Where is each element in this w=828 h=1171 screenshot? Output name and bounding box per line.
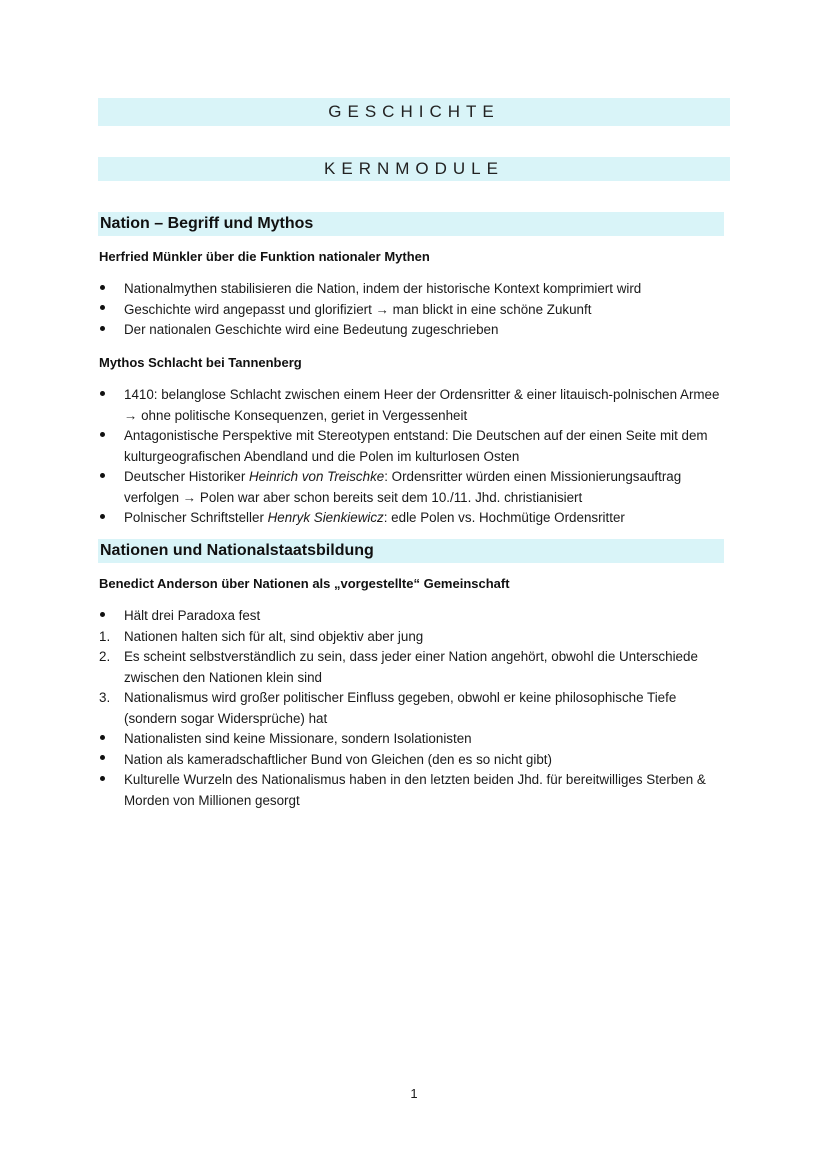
list-item: 1. Nationen halten sich für alt, sind objektiv aber jung — [99, 627, 729, 648]
list-number: 3. — [99, 690, 111, 705]
document-subtitle: KERNMODULE — [324, 159, 504, 178]
list-muenkler — [99, 279, 729, 341]
subheading-tannenberg: Mythos Schlacht bei Tannenberg — [99, 355, 302, 370]
bullet-icon — [100, 305, 105, 310]
list-item: Antagonistische Perspektive mit Stereotypen entstand: Die Deutschen auf der einen Seite mit dem kulturgeografischen Abendland und die Polen im kulturlosen Osten — [99, 426, 729, 467]
historian-name: Heinrich von Treischke — [249, 469, 385, 484]
bullet-icon — [100, 391, 105, 396]
list-item: Der nationalen Geschichte wird eine Bedeutung zugeschrieben — [99, 320, 729, 341]
list-number: 2. — [99, 649, 111, 664]
bullet-icon — [100, 755, 105, 760]
list-item: Nationalmythen stabilisieren die Nation, indem der historische Kontext komprimiert wird — [99, 279, 729, 300]
list-anderson — [99, 606, 729, 811]
section-heading-nationalstaatsbildung: Nationen und Nationalstaatsbildung — [98, 539, 724, 563]
list-item: 2. Es scheint selbstverständlich zu sein, dass jeder einer Nation angehört, obwohl die Unterschiede zwischen den Nationen klein sind — [99, 649, 698, 685]
list-item: Nation als kameradschaftlicher Bund von Gleichen (den es so nicht gibt) — [99, 750, 729, 771]
bullet-icon — [100, 514, 105, 519]
list-item: Geschichte wird angepasst und glorifiziert → man blickt in eine schöne Zukunft — [99, 300, 729, 321]
subheading-anderson: Benedict Anderson über Nationen als „vorgestellte“ Gemeinschaft — [99, 576, 510, 591]
bullet-icon — [100, 432, 105, 437]
bullet-icon — [100, 735, 105, 740]
list-item: Hält drei Paradoxa fest — [99, 606, 729, 627]
document-subtitle-banner — [98, 157, 730, 181]
subheading-muenkler: Herfried Münkler über die Funktion nationaler Mythen — [99, 249, 430, 264]
document-title-banner — [98, 98, 730, 126]
list-item: 1410: belanglose Schlacht zwischen einem Heer der Ordensritter & einer litauisch-polnischen Armee → ohne politische Konsequenzen, geriet in Vergessenheit — [99, 385, 729, 426]
bullet-icon — [100, 776, 105, 781]
list-item: Nationalisten sind keine Missionare, sondern Isolationisten — [99, 729, 729, 750]
list-item: Deutscher Historiker Heinrich von Treischke: Ordensritter würden einen Missionierungsauftrag verfolgen → Polen war aber schon bereits seit dem 10./11. Jhd. christianisiert — [99, 467, 729, 508]
bullet-icon — [100, 285, 105, 290]
list-item: Kulturelle Wurzeln des Nationalismus haben in den letzten beiden Jhd. für bereitwilliges Sterben & Morden von Millionen gesorgt — [99, 770, 729, 811]
bullet-icon — [100, 473, 105, 478]
page-number: 1 — [410, 1086, 418, 1101]
writer-name: Henryk Sienkiewicz — [267, 510, 384, 525]
section-heading-nation-begriff: Nation – Begriff und Mythos — [98, 212, 724, 236]
list-tannenberg — [99, 385, 729, 529]
document-title: GESCHICHTE — [328, 102, 500, 121]
bullet-icon — [100, 612, 105, 617]
bullet-icon — [100, 326, 105, 331]
list-item: Polnischer Schriftsteller Henryk Sienkiewicz: edle Polen vs. Hochmütige Ordensritter — [99, 508, 729, 529]
list-item: 3. Nationalismus wird großer politischer Einfluss gegeben, obwohl er keine philosophische Tiefe (sondern sogar Widersprüche) hat — [99, 690, 677, 726]
list-number: 1. — [99, 628, 111, 644]
